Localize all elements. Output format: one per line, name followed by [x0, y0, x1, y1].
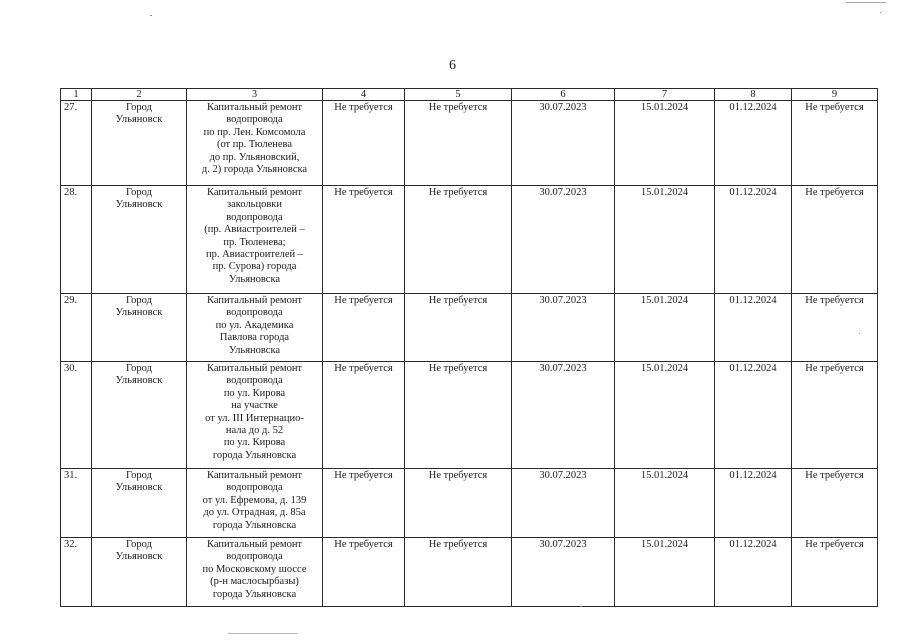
column-header: 8 — [715, 89, 792, 101]
table-row — [61, 186, 878, 294]
table-cell: Не требуется — [792, 101, 878, 186]
description-cell: Капитальный ремонт водопровода по ул. Академика Павлова города Ульяновска — [187, 294, 323, 362]
date-cell: 01.12.2024 — [715, 538, 792, 607]
table-row — [61, 294, 878, 362]
page-number: 6 — [449, 58, 456, 73]
table-row — [61, 538, 878, 607]
row-number: 27. — [61, 101, 92, 186]
locality-cell: Город Ульяновск — [92, 362, 187, 469]
date-cell: 30.07.2023 — [512, 101, 615, 186]
table-cell: Не требуется — [323, 362, 405, 469]
table-cell: Не требуется — [323, 538, 405, 607]
table-cell: Не требуется — [405, 538, 512, 607]
scan-speck — [580, 606, 582, 607]
description-cell: Капитальный ремонт водопровода по Московскому шоссе (р-н маслосырбазы) города Ульяновска — [187, 538, 323, 607]
column-header: 1 — [61, 89, 92, 101]
date-cell: 30.07.2023 — [512, 362, 615, 469]
column-header: 7 — [615, 89, 715, 101]
date-cell: 30.07.2023 — [512, 186, 615, 294]
table-cell: Не требуется — [792, 186, 878, 294]
scan-speck — [880, 12, 881, 13]
scan-speck — [150, 15, 152, 16]
date-cell: 30.07.2023 — [512, 469, 615, 538]
row-number: 31. — [61, 469, 92, 538]
date-cell: 15.01.2024 — [615, 538, 715, 607]
column-header: 5 — [405, 89, 512, 101]
column-header: 4 — [323, 89, 405, 101]
description-cell: Капитальный ремонт водопровода по ул. Кирова на участке от ул. III Интернацио- нала до д. 52 по ул. Кирова города Ульяновска — [187, 362, 323, 469]
locality-cell: Город Ульяновск — [92, 101, 187, 186]
date-cell: 01.12.2024 — [715, 101, 792, 186]
table-cell: Не требуется — [323, 186, 405, 294]
table-cell: Не требуется — [792, 469, 878, 538]
works-table — [60, 88, 878, 607]
table-row — [61, 469, 878, 538]
row-number: 29. — [61, 294, 92, 362]
description-cell: Капитальный ремонт водопровода по пр. Лен. Комсомола (от пр. Тюленева до пр. Ульяновский, д. 2) города Ульяновска — [187, 101, 323, 186]
table-cell: Не требуется — [405, 294, 512, 362]
date-cell: 30.07.2023 — [512, 294, 615, 362]
column-header: 6 — [512, 89, 615, 101]
table-cell: Не требуется — [323, 469, 405, 538]
date-cell: 01.12.2024 — [715, 186, 792, 294]
scan-speck — [846, 2, 886, 3]
scan-speck — [859, 333, 860, 334]
date-cell: 01.12.2024 — [715, 362, 792, 469]
description-cell: Капитальный ремонт водопровода от ул. Ефремова, д. 139 до ул. Отрадная, д. 85а города Ульяновска — [187, 469, 323, 538]
table-row — [61, 101, 878, 186]
locality-cell: Город Ульяновск — [92, 469, 187, 538]
table-cell: Не требуется — [323, 294, 405, 362]
table-cell: Не требуется — [792, 538, 878, 607]
header-row — [61, 89, 878, 101]
locality-cell: Город Ульяновск — [92, 294, 187, 362]
table-cell: Не требуется — [405, 186, 512, 294]
date-cell: 15.01.2024 — [615, 469, 715, 538]
column-header: 9 — [792, 89, 878, 101]
table-cell: Не требуется — [323, 101, 405, 186]
date-cell: 15.01.2024 — [615, 186, 715, 294]
table-cell: Не требуется — [405, 101, 512, 186]
table-cell: Не требуется — [792, 294, 878, 362]
date-cell: 01.12.2024 — [715, 294, 792, 362]
row-number: 30. — [61, 362, 92, 469]
description-cell: Капитальный ремонт закольцовки водопровода (пр. Авиастроителей – пр. Тюленева; пр. Авиастроителей – пр. Сурова) города Ульяновска — [187, 186, 323, 294]
column-header: 3 — [187, 89, 323, 101]
locality-cell: Город Ульяновск — [92, 186, 187, 294]
date-cell: 30.07.2023 — [512, 538, 615, 607]
locality-cell: Город Ульяновск — [92, 538, 187, 607]
date-cell: 15.01.2024 — [615, 294, 715, 362]
row-number: 32. — [61, 538, 92, 607]
column-header: 2 — [92, 89, 187, 101]
date-cell: 15.01.2024 — [615, 362, 715, 469]
date-cell: 15.01.2024 — [615, 101, 715, 186]
scan-speck — [228, 633, 298, 634]
table-cell: Не требуется — [405, 469, 512, 538]
row-number: 28. — [61, 186, 92, 294]
table-row — [61, 362, 878, 469]
table-cell: Не требуется — [405, 362, 512, 469]
table-cell: Не требуется — [792, 362, 878, 469]
date-cell: 01.12.2024 — [715, 469, 792, 538]
